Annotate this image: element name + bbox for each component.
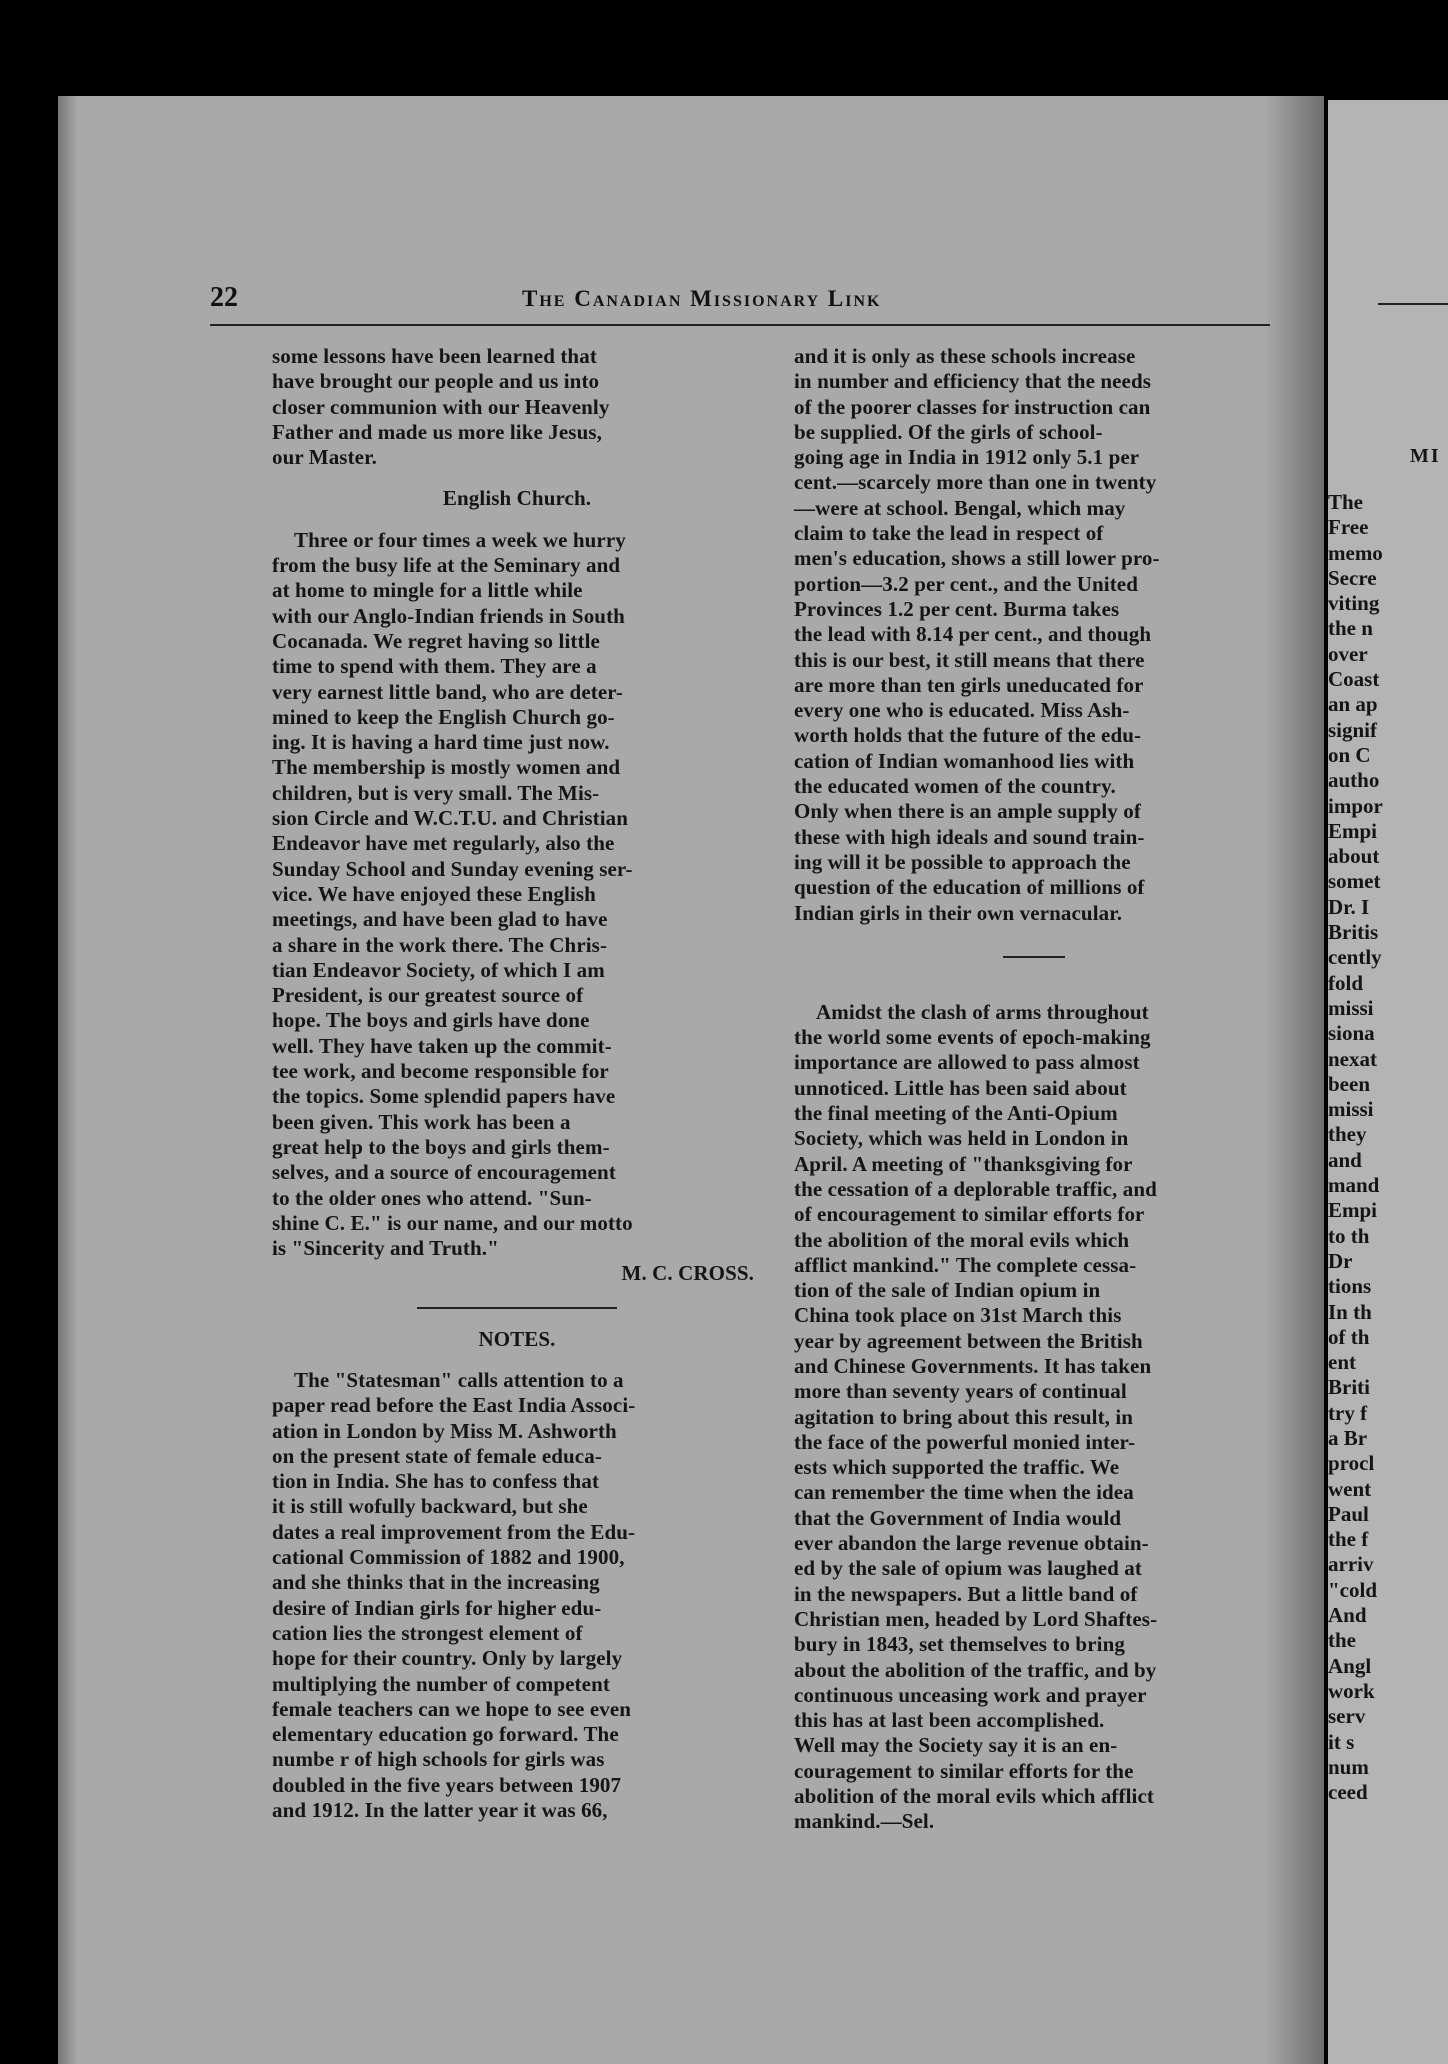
text-line: this has at last been accomplished. [794, 1708, 1105, 1733]
text-line: Endeavor have met regularly, also the [272, 831, 615, 856]
facing-page [1328, 100, 1448, 2064]
text-line: and Chinese Governments. It has taken [794, 1353, 1152, 1378]
text-line: vice. We have enjoyed these English [272, 881, 596, 906]
facing-page-line: num [1328, 1754, 1369, 1779]
text-line: abolition of the moral evils which afflict [794, 1784, 1154, 1809]
text-line: paper read before the East India Associ- [272, 1393, 636, 1418]
text-line: ever abandon the large revenue obtain- [794, 1531, 1149, 1556]
facing-page-line: nexat [1328, 1046, 1377, 1071]
facing-page-line: mand [1328, 1173, 1380, 1198]
text-line: and 1912. In the latter year it was 66, [272, 1798, 608, 1823]
facing-page-line: Secre [1328, 565, 1377, 590]
notes-paragraph [272, 1368, 762, 1823]
text-line: a share in the work there. The Chris- [272, 932, 608, 957]
facing-page-line: And [1328, 1603, 1367, 1628]
text-line: going age in India in 1912 only 5.1 per [794, 445, 1140, 470]
section-divider [417, 1307, 617, 1309]
text-line: men's education, shows a still lower pro- [794, 546, 1160, 571]
facing-page-line: viting [1328, 591, 1380, 616]
text-line: importance are allowed to pass almost [794, 1050, 1140, 1075]
facing-page-line: a Br [1328, 1425, 1368, 1450]
facing-page-line: Dr. I [1328, 894, 1370, 919]
text-line: China took place on 31st March this [794, 1303, 1122, 1328]
page-header [210, 282, 1270, 322]
intro-paragraph [272, 344, 762, 470]
text-line: April. A meeting of "thanksgiving for [794, 1151, 1133, 1176]
text-line: claim to take the lead in respect of [794, 521, 1104, 546]
text-line: are more than ten girls uneducated for [794, 672, 1144, 697]
page-number: 22 [210, 282, 238, 313]
text-line: doubled in the five years between 1907 [272, 1772, 622, 1797]
text-line: tion in India. She has to confess that [272, 1469, 600, 1494]
text-line: that the Government of India would [794, 1505, 1122, 1530]
text-line: Only when there is an ample supply of [794, 799, 1141, 824]
text-line: be supplied. Of the girls of school- [794, 419, 1103, 444]
text-line: The membership is mostly women and [272, 755, 621, 780]
facing-page-line: arriv [1328, 1552, 1374, 1577]
text-line: on the present state of female educa- [272, 1443, 602, 1468]
text-line: the world some events of epoch-making [794, 1025, 1151, 1050]
text-line: ing. It is having a hard time just now. [272, 730, 610, 755]
text-line: ests which supported the traffic. We [794, 1455, 1120, 1480]
spacer [272, 470, 762, 486]
left-column [272, 344, 762, 1823]
text-line: in the newspapers. But a little band of [794, 1581, 1138, 1606]
facing-page-line: the n [1328, 616, 1373, 641]
text-line: this is our best, it still means that there [794, 647, 1145, 672]
facing-page-line: Dr [1328, 1248, 1353, 1273]
text-line: cation of Indian womanhood lies with [794, 748, 1135, 773]
text-line: of encouragement to similar efforts for [794, 1202, 1145, 1227]
text-line: of the poorer classes for instruction can [794, 394, 1151, 419]
english-church-paragraph [272, 528, 762, 1262]
facing-page-line: missi [1328, 1097, 1374, 1122]
facing-page-line: memo [1328, 540, 1383, 565]
text-line: is "Sincerity and Truth." [272, 1236, 499, 1261]
text-line: ing will it be possible to approach the [794, 849, 1131, 874]
text-line: tion of the sale of Indian opium in [794, 1278, 1101, 1303]
facing-page-line: Briti [1328, 1375, 1370, 1400]
text-line: Society, which was held in London in [794, 1126, 1129, 1151]
text-line: Well may the Society say it is an en- [794, 1733, 1118, 1758]
facing-page-line: went [1328, 1476, 1372, 1501]
text-line: can remember the time when the idea [794, 1480, 1134, 1505]
facing-page-line: Coast [1328, 667, 1380, 692]
facing-page-line: fold [1328, 970, 1364, 995]
text-line: the final meeting of the Anti-Opium [794, 1101, 1118, 1126]
text-line: dates a real improvement from the Edu- [272, 1519, 636, 1544]
text-line: Sunday School and Sunday evening ser- [272, 856, 633, 881]
text-line: from the busy life at the Seminary and [272, 553, 621, 578]
text-line: couragement to similar efforts for the [794, 1758, 1134, 1783]
spacer [794, 984, 1274, 1000]
text-line: worth holds that the future of the edu- [794, 723, 1142, 748]
text-line: agitation to bring about this result, in [794, 1404, 1134, 1429]
text-line: tee work, and become responsible for [272, 1059, 609, 1084]
text-line: Three or four times a week we hurry [294, 527, 626, 552]
facing-page-line: "cold [1328, 1577, 1377, 1602]
text-line: Amidst the clash of arms throughout [816, 999, 1149, 1024]
facing-page-line: missi [1328, 995, 1374, 1020]
text-line: unnoticed. Little has been said about [794, 1075, 1127, 1100]
text-line: elementary education go forward. The [272, 1722, 619, 1747]
facing-page-line: Britis [1328, 920, 1379, 945]
facing-page-line: about [1328, 844, 1380, 869]
text-line: and it is only as these schools increase [794, 344, 1136, 368]
text-line: cent.—scarcely more than one in twenty [794, 470, 1157, 495]
facing-page-line: it s [1328, 1729, 1355, 1754]
facing-page-line: Angl [1328, 1653, 1372, 1678]
text-line: mined to keep the English Church go- [272, 704, 615, 729]
facing-page-line: Free [1328, 515, 1369, 540]
text-line: the face of the powerful monied inter- [794, 1429, 1136, 1454]
text-line: year by agreement between the British [794, 1328, 1143, 1353]
text-line: female teachers can we hope to see even [272, 1696, 632, 1721]
text-line: every one who is educated. Miss Ash- [794, 698, 1130, 723]
text-line: cation lies the strongest element of [272, 1620, 583, 1645]
facing-page-line: In th [1328, 1299, 1372, 1324]
text-line: to the older ones who attend. "Sun- [272, 1185, 592, 1210]
text-line: with our Anglo-Indian friends in South [272, 603, 625, 628]
text-line: more than seventy years of continual [794, 1379, 1127, 1404]
text-line: ed by the sale of opium was laughed at [794, 1556, 1143, 1581]
english-church-heading: English Church. [442, 486, 592, 511]
text-line: the educated women of the country. [794, 774, 1116, 799]
facing-page-line: to th [1328, 1223, 1370, 1248]
facing-page-line: and [1328, 1147, 1362, 1172]
facing-page-line: ceed [1328, 1780, 1368, 1805]
text-line: the cessation of a deplorable traffic, and [794, 1176, 1157, 1201]
text-line: these with high ideals and sound train- [794, 824, 1145, 849]
text-line: hope for their country. Only by largely [272, 1646, 623, 1671]
notes-heading: NOTES. [478, 1326, 556, 1351]
text-line: desire of Indian girls for higher edu- [272, 1595, 602, 1620]
text-line: Christian men, headed by Lord Shaftes- [794, 1606, 1158, 1631]
facing-page-line: on C [1328, 742, 1371, 767]
facing-page-line: an ap [1328, 692, 1378, 717]
text-line: and she thinks that in the increasing [272, 1570, 600, 1595]
facing-page-text [1328, 490, 1383, 1805]
spacer [272, 1352, 762, 1368]
text-line: cational Commission of 1882 and 1900, [272, 1545, 625, 1570]
text-line: it is still wofully backward, but she [272, 1494, 588, 1519]
text-line: Father and made us more like Jesus, [272, 419, 602, 444]
facing-page-line: try f [1328, 1400, 1368, 1425]
text-line: question of the education of millions of [794, 875, 1145, 900]
text-line: tian Endeavor Society, of which I am [272, 957, 605, 982]
facing-page-line: serv [1328, 1704, 1366, 1729]
text-line: hope. The boys and girls have done [272, 1008, 590, 1033]
anti-opium-paragraph [794, 1000, 1274, 1835]
text-line: Indian girls in their own vernacular. [794, 900, 1123, 925]
facing-page-line: the f [1328, 1527, 1369, 1552]
continued-paragraph [794, 344, 1274, 926]
text-line: —were at school. Bengal, which may [794, 495, 1126, 520]
section-divider-short [1003, 956, 1065, 958]
text-line: multiplying the number of competent [272, 1671, 610, 1696]
facing-page-line: tions [1328, 1274, 1372, 1299]
facing-page-line: work [1328, 1678, 1375, 1703]
text-line: about the abolition of the traffic, and by [794, 1657, 1157, 1682]
facing-page-line: Empi [1328, 1198, 1378, 1223]
facing-page-header-rule [1378, 303, 1448, 305]
text-line: well. They have taken up the commit- [272, 1033, 612, 1058]
text-line: bury in 1843, set themselves to bring [794, 1632, 1125, 1657]
text-line: very earnest little band, who are deter- [272, 679, 624, 704]
text-line: the topics. Some splendid papers have [272, 1084, 616, 1109]
facing-page-line: autho [1328, 768, 1380, 793]
text-line: closer communion with our Heavenly [272, 394, 610, 419]
running-title: The Canadian Missionary Link [522, 286, 882, 311]
text-line: at home to mingle for a little while [272, 578, 583, 603]
facing-page-line: procl [1328, 1451, 1375, 1476]
text-line: The "Statesman" calls attention to a [294, 1367, 624, 1392]
text-line: the lead with 8.14 per cent., and though [794, 622, 1152, 647]
spacer [272, 512, 762, 528]
facing-page-line: Paul [1328, 1501, 1369, 1526]
text-line: President, is our greatest source of [272, 983, 584, 1008]
text-line: Provinces 1.2 per cent. Burma takes [794, 596, 1120, 621]
facing-page-line: impor [1328, 793, 1383, 818]
text-line: Cocanada. We regret having so little [272, 628, 600, 653]
text-line: have brought our people and us into [272, 369, 600, 394]
facing-page-line: ent [1328, 1350, 1356, 1375]
facing-page-heading: MI [1410, 445, 1441, 467]
text-line: time to spend with them. They are a [272, 654, 597, 679]
text-line: meetings, and have been glad to have [272, 907, 608, 932]
text-line: ation in London by Miss M. Ashworth [272, 1418, 617, 1443]
facing-page-line: they [1328, 1122, 1367, 1147]
facing-page-line: the [1328, 1628, 1356, 1653]
facing-page-line: of th [1328, 1324, 1370, 1349]
page-edge-shadow [58, 96, 78, 2064]
text-line: children, but is very small. The Mis- [272, 780, 600, 805]
text-line: mankind.—Sel. [794, 1809, 935, 1834]
facing-page-line: The [1328, 490, 1364, 514]
facing-page-line: Empi [1328, 818, 1378, 843]
text-line: our Master. [272, 445, 377, 470]
facing-page-line: somet [1328, 869, 1381, 894]
facing-page-line: siona [1328, 1021, 1375, 1046]
text-line: numbe r of high schools for girls was [272, 1747, 605, 1772]
facing-page-line: over [1328, 641, 1368, 666]
signature: M. C. CROSS. [621, 1261, 754, 1286]
text-line: in number and efficiency that the needs [794, 369, 1152, 394]
text-line: sion Circle and W.C.T.U. and Christian [272, 806, 629, 831]
text-line: been given. This work has been a [272, 1109, 571, 1134]
text-line: selves, and a source of encouragement [272, 1160, 616, 1185]
right-column [794, 344, 1274, 1835]
facing-page-line: been [1328, 1071, 1370, 1096]
text-line: the abolition of the moral evils which [794, 1227, 1130, 1252]
header-rule [210, 324, 1270, 326]
text-line: great help to the boys and girls them- [272, 1134, 610, 1159]
text-line: afflict mankind." The complete cessa- [794, 1252, 1137, 1277]
text-line: continuous unceasing work and prayer [794, 1682, 1147, 1707]
text-line: shine C. E." is our name, and our motto [272, 1210, 633, 1235]
text-line: some lessons have been learned that [272, 344, 597, 368]
facing-page-line: signif [1328, 717, 1378, 742]
text-line: portion—3.2 per cent., and the United [794, 571, 1138, 596]
facing-page-line: cently [1328, 945, 1382, 970]
